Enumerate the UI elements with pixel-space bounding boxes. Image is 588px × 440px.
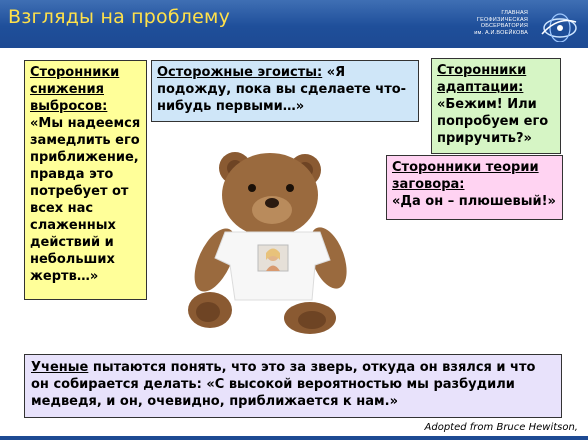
source-credit: Adopted from Bruce Hewitson, xyxy=(424,422,578,433)
adaptation-text: «Бежим! Или попробуем его приручить?» xyxy=(437,97,549,146)
observatory-logo-icon xyxy=(538,8,578,42)
teddy-bear-image xyxy=(180,140,380,340)
footer-bar xyxy=(0,436,588,440)
cautious-egoists-box xyxy=(151,60,419,122)
organization-name xyxy=(408,10,528,36)
adaptation-box xyxy=(431,58,561,154)
emission-reduction-text: «Мы надеемся замедлить его приближение, правда это потребует от всех нас слаженных действий и небольших жертв…» xyxy=(30,116,141,284)
emission-reduction-heading: Сторонники снижения выбросов: xyxy=(30,65,120,114)
conspiracy-box xyxy=(386,155,563,220)
scientists-heading: Ученые xyxy=(31,360,89,375)
adaptation-heading: Сторонники адаптации: xyxy=(437,63,527,95)
scientists-box xyxy=(24,354,562,418)
conspiracy-heading: Сторонники теории заговора: xyxy=(392,160,539,192)
cautious-egoists-text: «Я подожду, пока вы сделаете что-нибудь первыми…» xyxy=(157,65,407,114)
conspiracy-text: «Да он – плюшевый!» xyxy=(392,194,556,209)
org-line: им. А.И.ВОЕЙКОВА xyxy=(474,29,528,36)
emission-reduction-box xyxy=(24,60,147,300)
org-line: ГЛАВНАЯ xyxy=(501,10,528,16)
slide-header xyxy=(0,0,588,48)
org-line: ГЕОФИЗИЧЕСКАЯ xyxy=(476,16,528,23)
slide-title: Взгляды на проблему xyxy=(8,6,231,28)
org-line: ОБСЕРВАТОРИЯ xyxy=(480,23,528,30)
scientists-text: пытаются понять, что это за зверь, откуда он взялся и что он собирается делать: «С высокой вероятностью мы разбудили медведя, и он, очевидно, приближается к нам.» xyxy=(31,360,536,409)
cautious-egoists-heading: Осторожные эгоисты: xyxy=(157,65,323,80)
